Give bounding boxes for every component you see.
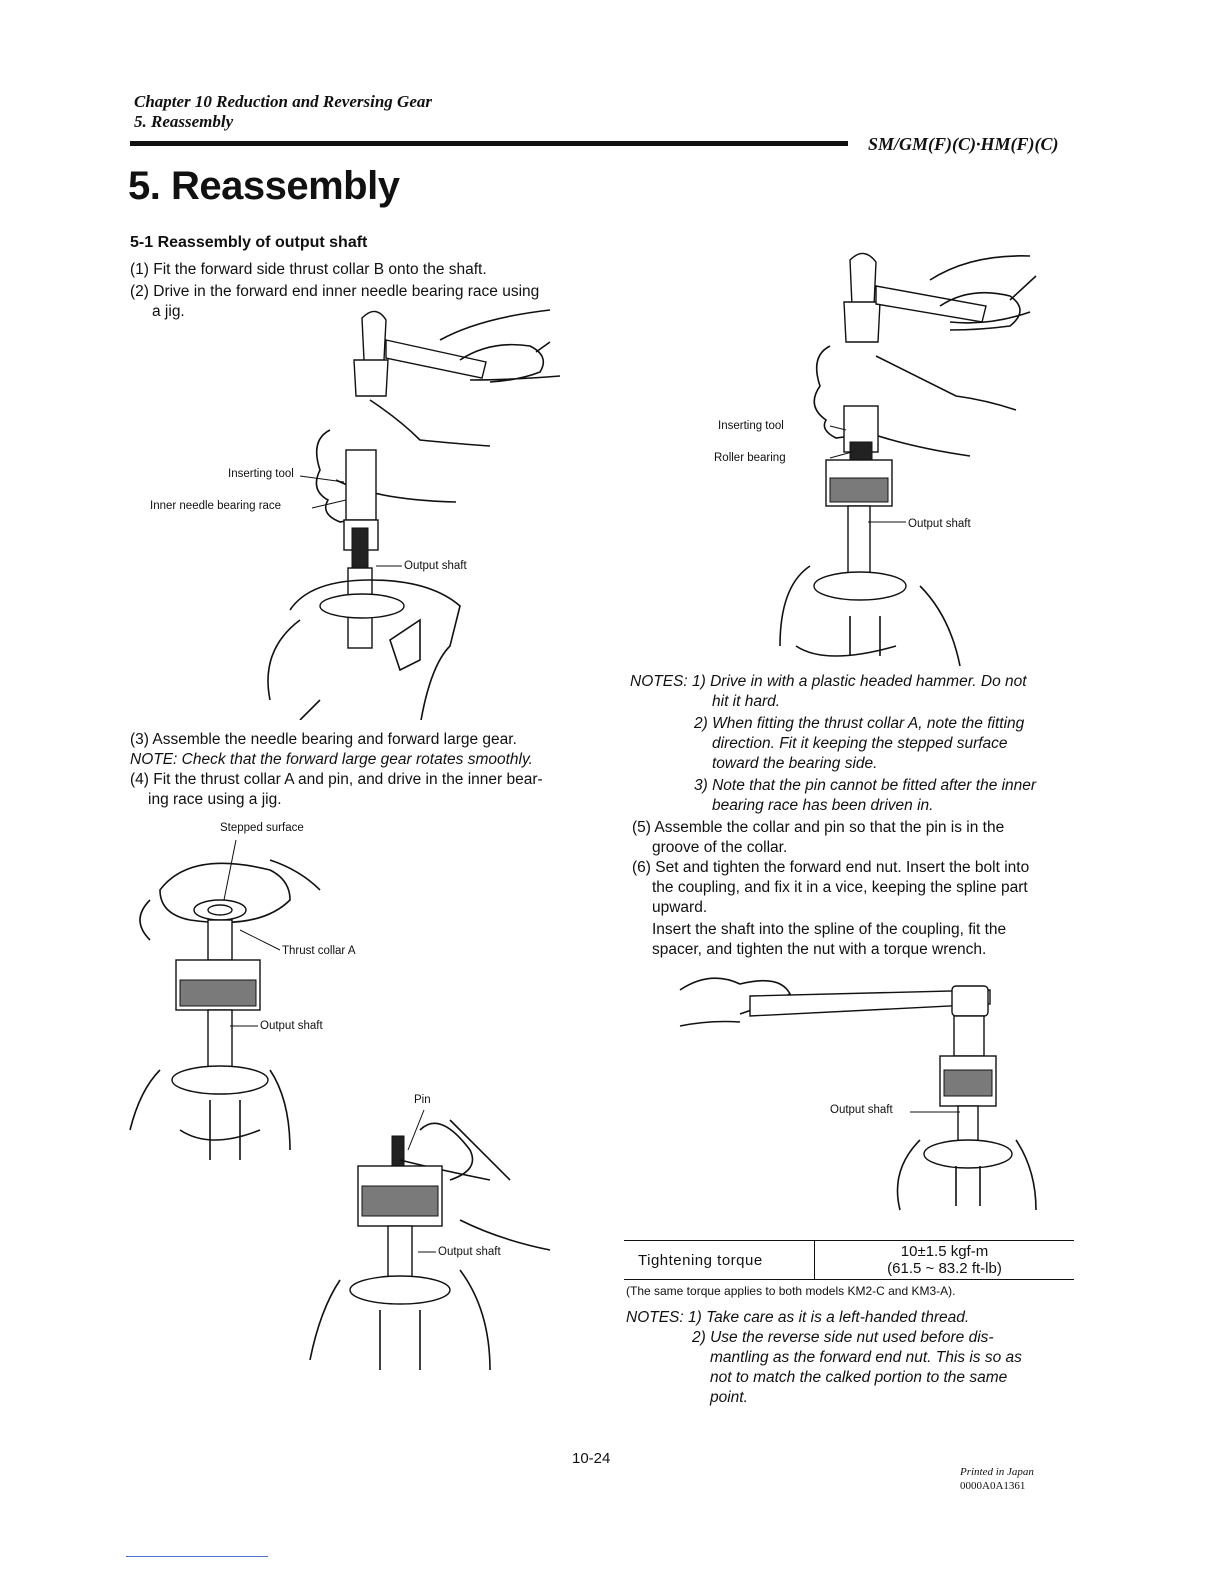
subsection-title: 5-1 Reassembly of output shaft (130, 234, 368, 251)
header-rule (130, 141, 848, 146)
label-pin: Pin (414, 1094, 431, 1106)
notes1-line3: 2) When fitting the thrust collar A, note the fitting (694, 715, 1025, 732)
label-stepped-surface: Stepped surface (220, 822, 304, 834)
step-1: (1) Fit the forward side thrust collar B onto the shaft. (130, 261, 487, 278)
torque-value-metric: 10±1.5 kgf-m (900, 1243, 989, 1260)
figure-pin-install (300, 1100, 570, 1400)
notes1-line1: NOTES: 1) Drive in with a plastic headed hammer. Do not (630, 673, 1027, 690)
step-2-line1: (2) Drive in the forward end inner needle bearing race using (130, 283, 540, 300)
notes2-line3: mantling as the forward end nut. This is so as (710, 1349, 1022, 1366)
torque-value-imperial: (61.5 ~ 83.2 ft-lb) (887, 1260, 1002, 1277)
notes1-line6: 3) Note that the pin cannot be fitted after the inner (694, 777, 1037, 794)
torque-row (624, 1241, 1074, 1280)
notes1-line4: direction. Fit it keeping the stepped surface (712, 735, 1008, 752)
notes2-line4: not to match the calked portion to the same (710, 1369, 1008, 1386)
chapter-header: Chapter 10 Reduction and Reversing Gear (134, 92, 432, 111)
notes1-line2: hit it hard. (712, 693, 781, 710)
step-5-line2: groove of the collar. (652, 839, 788, 856)
label-inserting-tool-1: Inserting tool (228, 468, 294, 480)
step-2-line2: a jig. (152, 303, 185, 320)
model-header: SM/GM(F)(C)·HM(F)(C) (868, 134, 1059, 154)
page-title: 5. Reassembly (128, 164, 400, 208)
step-6-line3: upward. (652, 899, 708, 916)
torque-value-cell (815, 1241, 1075, 1280)
label-inserting-tool-2: Inserting tool (718, 420, 784, 432)
step-6-line1: (6) Set and tighten the forward end nut. Insert the bolt into (632, 859, 1030, 876)
label-output-shaft-5: Output shaft (830, 1104, 893, 1116)
figure-torque-wrench (670, 970, 1050, 1230)
label-thrust-collar-a: Thrust collar A (282, 945, 356, 957)
notes2-line2: 2) Use the reverse side nut used before dis- (692, 1329, 994, 1346)
section-header: 5. Reassembly (134, 112, 234, 131)
step-5-line1: (5) Assemble the collar and pin so that the pin is in the (632, 819, 1005, 836)
step-6-line2: the coupling, and fix it in a vice, keeping the spline part (652, 879, 1028, 896)
torque-applies-note: (The same torque applies to both models KM2-C and KM3-A). (626, 1284, 956, 1298)
label-output-shaft-4: Output shaft (438, 1246, 501, 1258)
step-6-line4: Insert the shaft into the spline of the coupling, fit the (652, 921, 1007, 938)
label-output-shaft-3: Output shaft (260, 1020, 323, 1032)
label-output-shaft-2: Output shaft (908, 518, 971, 530)
torque-table (624, 1240, 1074, 1280)
step-6-line5: spacer, and tighten the nut with a torque wrench. (652, 941, 987, 958)
printed-in: Printed in Japan (960, 1466, 1034, 1478)
note-3: NOTE: Check that the forward large gear rotates smoothly. (130, 751, 533, 768)
step-3: (3) Assemble the needle bearing and forward large gear. (130, 731, 517, 748)
label-output-shaft-1: Output shaft (404, 560, 467, 572)
label-inner-needle-race: Inner needle bearing race (150, 500, 282, 512)
step-4-line1: (4) Fit the thrust collar A and pin, and drive in the inner bear- (130, 771, 543, 788)
step-4-line2: ing race using a jig. (148, 791, 282, 808)
document-code: 0000A0A1361 (960, 1480, 1026, 1492)
notes1-line5: toward the bearing side. (712, 755, 878, 772)
notes2-line5: point. (710, 1389, 748, 1406)
notes2-line1: NOTES: 1) Take care as it is a left-handed thread. (626, 1309, 970, 1326)
torque-label: Tightening torque (624, 1241, 815, 1280)
label-roller-bearing: Roller bearing (714, 452, 786, 464)
footer-rule (126, 1556, 268, 1557)
notes1-line7: bearing race has been driven in. (712, 797, 934, 814)
page-number: 10-24 (572, 1450, 611, 1467)
